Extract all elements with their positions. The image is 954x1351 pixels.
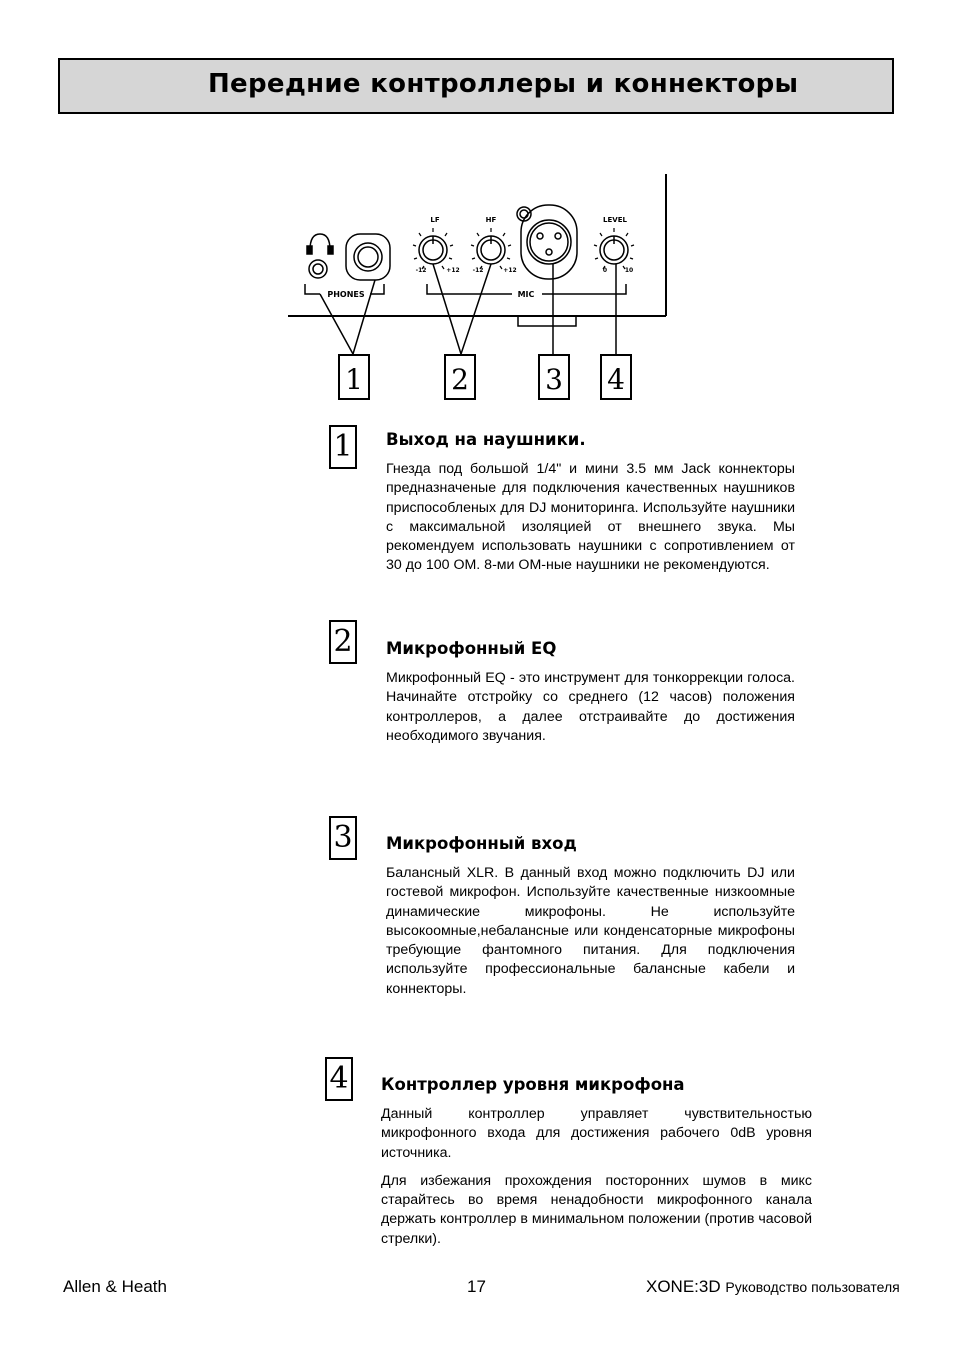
section-2-title: Микрофонный EQ xyxy=(386,639,557,658)
section-1-title: Выход на наушники. xyxy=(386,430,586,449)
level-label: LEVEL xyxy=(603,216,627,224)
level-min-label: 0 xyxy=(602,267,608,274)
section-1-paragraph: Гнезда под большой 1/4" и мини 3.5 мм Jack коннекторы предназначеные для подключения качественных наушников приспособленых для DJ мониторинга. Используйте наушники с максимальной изоляцией от внешнего звука. Мы рекомендуем использовать наушники с сопротивлением от 30 до 100 ОМ. 8-ми ОМ-ные наушники не рекомендуются. xyxy=(386,461,795,574)
hf-max-label: +12 xyxy=(503,267,517,274)
section-2-body xyxy=(386,669,795,755)
section-3-body xyxy=(386,864,795,1008)
phones-label: PHONES xyxy=(327,290,365,299)
footer-brand: XONE:3D xyxy=(646,1277,721,1296)
callout-4: 4 xyxy=(607,363,625,396)
footer-manual-title xyxy=(646,1277,900,1297)
hf-min-label: -12 xyxy=(472,267,484,274)
footer-publisher: Allen & Heath xyxy=(63,1277,167,1296)
section-3-paragraph: Балансный XLR. В данный вход можно подключить DJ или гостевой микрофон. Используйте качественные низкоомные динамические микрофоны. Не используйте высокоомные,небалансные или конденсаторные микрофоны требующие фантомного питания. Для подключения используйте профессиональные балансные кабели и коннекторы. xyxy=(386,865,795,997)
lf-min-label: -12 xyxy=(415,267,427,274)
section-4-paragraph-2: Для избежания прохождения посторонних шумов в микс старайтесь во время ненадобности микрофонного канала держать контроллер в минимальном положении (против часовой стрелки). xyxy=(381,1172,812,1247)
mic-label: MIC xyxy=(517,290,535,299)
section-4-title: Контроллер уровня микрофона xyxy=(381,1075,685,1094)
callout-2: 2 xyxy=(451,363,469,396)
front-panel-diagram xyxy=(280,170,680,410)
large-jack-socket xyxy=(346,234,390,280)
section-4-number: 4 xyxy=(325,1057,353,1101)
hf-knob xyxy=(471,228,511,269)
xlr-connector xyxy=(517,205,577,279)
section-1-number: 1 xyxy=(329,425,357,469)
page-title-bar xyxy=(58,58,894,114)
headphones-icon xyxy=(307,234,333,254)
lf-knob xyxy=(413,228,453,269)
section-1-body xyxy=(386,460,795,585)
section-3-title: Микрофонный вход xyxy=(386,834,577,853)
section-4-body xyxy=(381,1105,812,1258)
level-knob xyxy=(594,228,634,269)
level-max-label: 10 xyxy=(624,267,634,274)
page-title: Передние контроллеры и коннекторы xyxy=(208,69,799,99)
section-2-paragraph: Микрофонный EQ - это инструмент для тонкоррекции голоса. Начинайте отстройку со среднего (12 часов) положения контроллеров, а далее отстраивайте до достижения необходимого звучания. xyxy=(386,670,795,744)
section-2-number: 2 xyxy=(329,620,357,664)
mini-jack-socket xyxy=(309,260,327,278)
footer-manual-label: Руководство пользователя xyxy=(725,1279,900,1295)
section-4-paragraph-1: Данный контроллер управляет чувствительностью микрофонного входа для достижения рабочего 0dB уровня источника. xyxy=(381,1106,812,1161)
callout-1: 1 xyxy=(345,363,363,396)
lf-label: LF xyxy=(430,216,440,224)
footer-page-number: 17 xyxy=(467,1277,486,1296)
section-3-number: 3 xyxy=(329,816,357,860)
lf-max-label: +12 xyxy=(446,267,460,274)
callout-3: 3 xyxy=(545,363,563,396)
hf-label: HF xyxy=(485,216,497,224)
